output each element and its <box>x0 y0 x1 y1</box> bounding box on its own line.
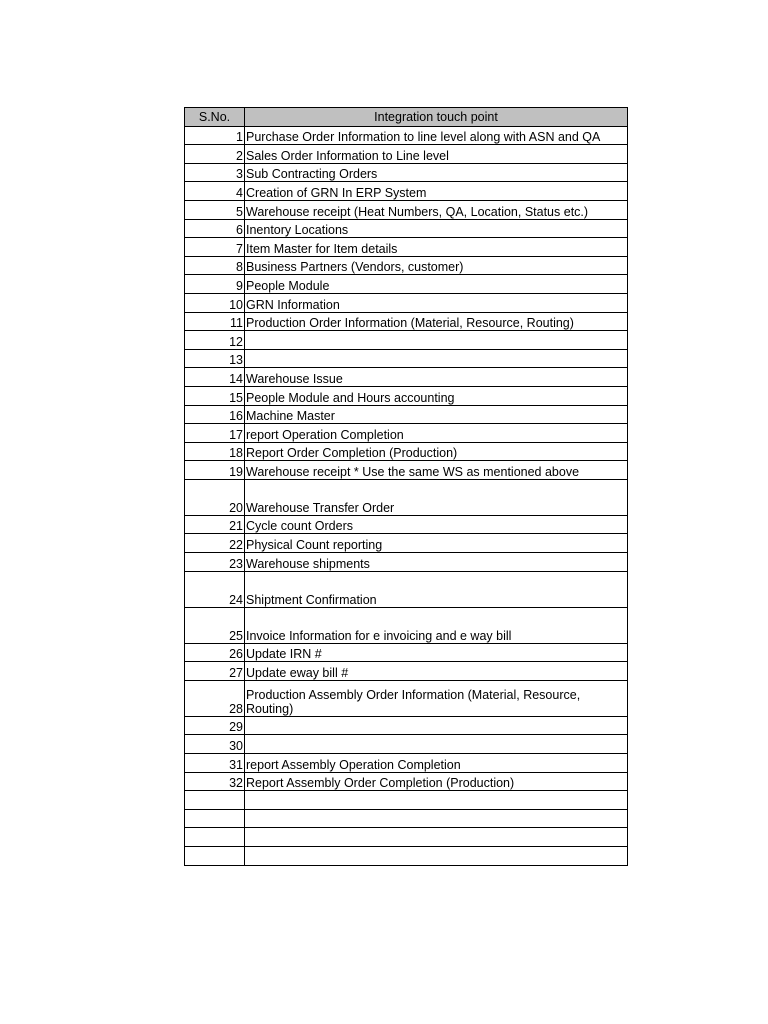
cell-integration-touch-point: People Module and Hours accounting <box>245 386 628 405</box>
cell-integration-touch-point <box>245 735 628 754</box>
table-row <box>185 735 628 754</box>
cell-integration-touch-point: People Module <box>245 275 628 294</box>
cell-sno: 15 <box>185 386 245 405</box>
table-row <box>185 607 628 643</box>
cell-sno: 11 <box>185 312 245 331</box>
cell-integration-touch-point <box>245 349 628 368</box>
table-row <box>185 461 628 480</box>
table-row <box>185 386 628 405</box>
cell-integration-touch-point: Cycle count Orders <box>245 515 628 534</box>
cell-sno: 21 <box>185 515 245 534</box>
cell-sno: 32 <box>185 772 245 791</box>
cell-sno: 10 <box>185 293 245 312</box>
cell-sno: 2 <box>185 145 245 164</box>
table-row <box>185 553 628 572</box>
cell-integration-touch-point: report Assembly Operation Completion <box>245 754 628 773</box>
cell-sno: 19 <box>185 461 245 480</box>
table-row <box>185 662 628 681</box>
cell-integration-touch-point: Physical Count reporting <box>245 534 628 553</box>
cell-integration-touch-point: Report Order Completion (Production) <box>245 442 628 461</box>
cell-sno: 1 <box>185 126 245 145</box>
cell-sno: 25 <box>185 607 245 643</box>
cell-sno: 26 <box>185 643 245 662</box>
table-row <box>185 791 628 810</box>
cell-sno: 5 <box>185 200 245 219</box>
table-row <box>185 716 628 735</box>
cell-integration-touch-point: Warehouse receipt (Heat Numbers, QA, Location, Status etc.) <box>245 200 628 219</box>
table-row <box>185 275 628 294</box>
table-row <box>185 571 628 607</box>
cell-integration-touch-point: GRN Information <box>245 293 628 312</box>
cell-integration-touch-point: Purchase Order Information to line level along with ASN and QA <box>245 126 628 145</box>
cell-sno <box>185 847 245 866</box>
cell-sno: 24 <box>185 571 245 607</box>
table-header-row <box>185 108 628 127</box>
header-integration-touch-point: Integration touch point <box>245 108 628 127</box>
table-row <box>185 331 628 350</box>
table-row <box>185 442 628 461</box>
cell-integration-touch-point <box>245 809 628 828</box>
cell-sno: 7 <box>185 238 245 257</box>
cell-integration-touch-point <box>245 716 628 735</box>
table-row <box>185 312 628 331</box>
cell-integration-touch-point: Production Assembly Order Information (Material, Resource, Routing) <box>245 680 628 716</box>
cell-integration-touch-point: Warehouse receipt * Use the same WS as mentioned above <box>245 461 628 480</box>
cell-integration-touch-point <box>245 828 628 847</box>
header-sno: S.No. <box>185 108 245 127</box>
cell-sno: 16 <box>185 405 245 424</box>
cell-integration-touch-point: Warehouse Issue <box>245 368 628 387</box>
cell-sno: 30 <box>185 735 245 754</box>
cell-integration-touch-point: Update IRN # <box>245 643 628 662</box>
table-row <box>185 368 628 387</box>
cell-integration-touch-point: Business Partners (Vendors, customer) <box>245 256 628 275</box>
table-row <box>185 479 628 515</box>
cell-integration-touch-point: Warehouse shipments <box>245 553 628 572</box>
cell-integration-touch-point: Inentory Locations <box>245 219 628 238</box>
table-row <box>185 809 628 828</box>
cell-sno <box>185 828 245 847</box>
table-body <box>185 126 628 865</box>
cell-sno: 8 <box>185 256 245 275</box>
table-row <box>185 293 628 312</box>
table-row <box>185 643 628 662</box>
cell-integration-touch-point: Creation of GRN In ERP System <box>245 182 628 201</box>
table-row <box>185 126 628 145</box>
table-row <box>185 772 628 791</box>
cell-integration-touch-point <box>245 791 628 810</box>
cell-sno: 23 <box>185 553 245 572</box>
table-row <box>185 680 628 716</box>
cell-sno: 13 <box>185 349 245 368</box>
cell-integration-touch-point <box>245 331 628 350</box>
cell-sno: 4 <box>185 182 245 201</box>
cell-sno: 29 <box>185 716 245 735</box>
table-row <box>185 219 628 238</box>
cell-sno: 14 <box>185 368 245 387</box>
cell-integration-touch-point: Machine Master <box>245 405 628 424</box>
cell-integration-touch-point: report Operation Completion <box>245 424 628 443</box>
table-row <box>185 200 628 219</box>
table-row <box>185 182 628 201</box>
cell-sno: 22 <box>185 534 245 553</box>
cell-sno: 18 <box>185 442 245 461</box>
table-row <box>185 405 628 424</box>
table-row <box>185 424 628 443</box>
cell-sno: 12 <box>185 331 245 350</box>
cell-sno: 31 <box>185 754 245 773</box>
table-row <box>185 145 628 164</box>
cell-integration-touch-point: Production Order Information (Material, Resource, Routing) <box>245 312 628 331</box>
cell-integration-touch-point: Sub Contracting Orders <box>245 163 628 182</box>
table-row <box>185 238 628 257</box>
cell-sno: 20 <box>185 479 245 515</box>
table-row <box>185 847 628 866</box>
table-row <box>185 515 628 534</box>
cell-sno: 9 <box>185 275 245 294</box>
table-row <box>185 828 628 847</box>
cell-integration-touch-point: Warehouse Transfer Order <box>245 479 628 515</box>
cell-sno <box>185 791 245 810</box>
cell-integration-touch-point: Invoice Information for e invoicing and e way bill <box>245 607 628 643</box>
cell-integration-touch-point: Sales Order Information to Line level <box>245 145 628 164</box>
cell-integration-touch-point: Shiptment Confirmation <box>245 571 628 607</box>
cell-sno: 27 <box>185 662 245 681</box>
cell-integration-touch-point <box>245 847 628 866</box>
cell-sno <box>185 809 245 828</box>
cell-sno: 28 <box>185 680 245 716</box>
table-row <box>185 163 628 182</box>
integration-touch-point-table <box>184 107 628 866</box>
table-row <box>185 256 628 275</box>
table-row <box>185 754 628 773</box>
cell-sno: 17 <box>185 424 245 443</box>
cell-integration-touch-point: Report Assembly Order Completion (Production) <box>245 772 628 791</box>
table-row <box>185 534 628 553</box>
table-row <box>185 349 628 368</box>
cell-sno: 3 <box>185 163 245 182</box>
cell-integration-touch-point: Update eway bill # <box>245 662 628 681</box>
cell-sno: 6 <box>185 219 245 238</box>
cell-integration-touch-point: Item Master for Item details <box>245 238 628 257</box>
